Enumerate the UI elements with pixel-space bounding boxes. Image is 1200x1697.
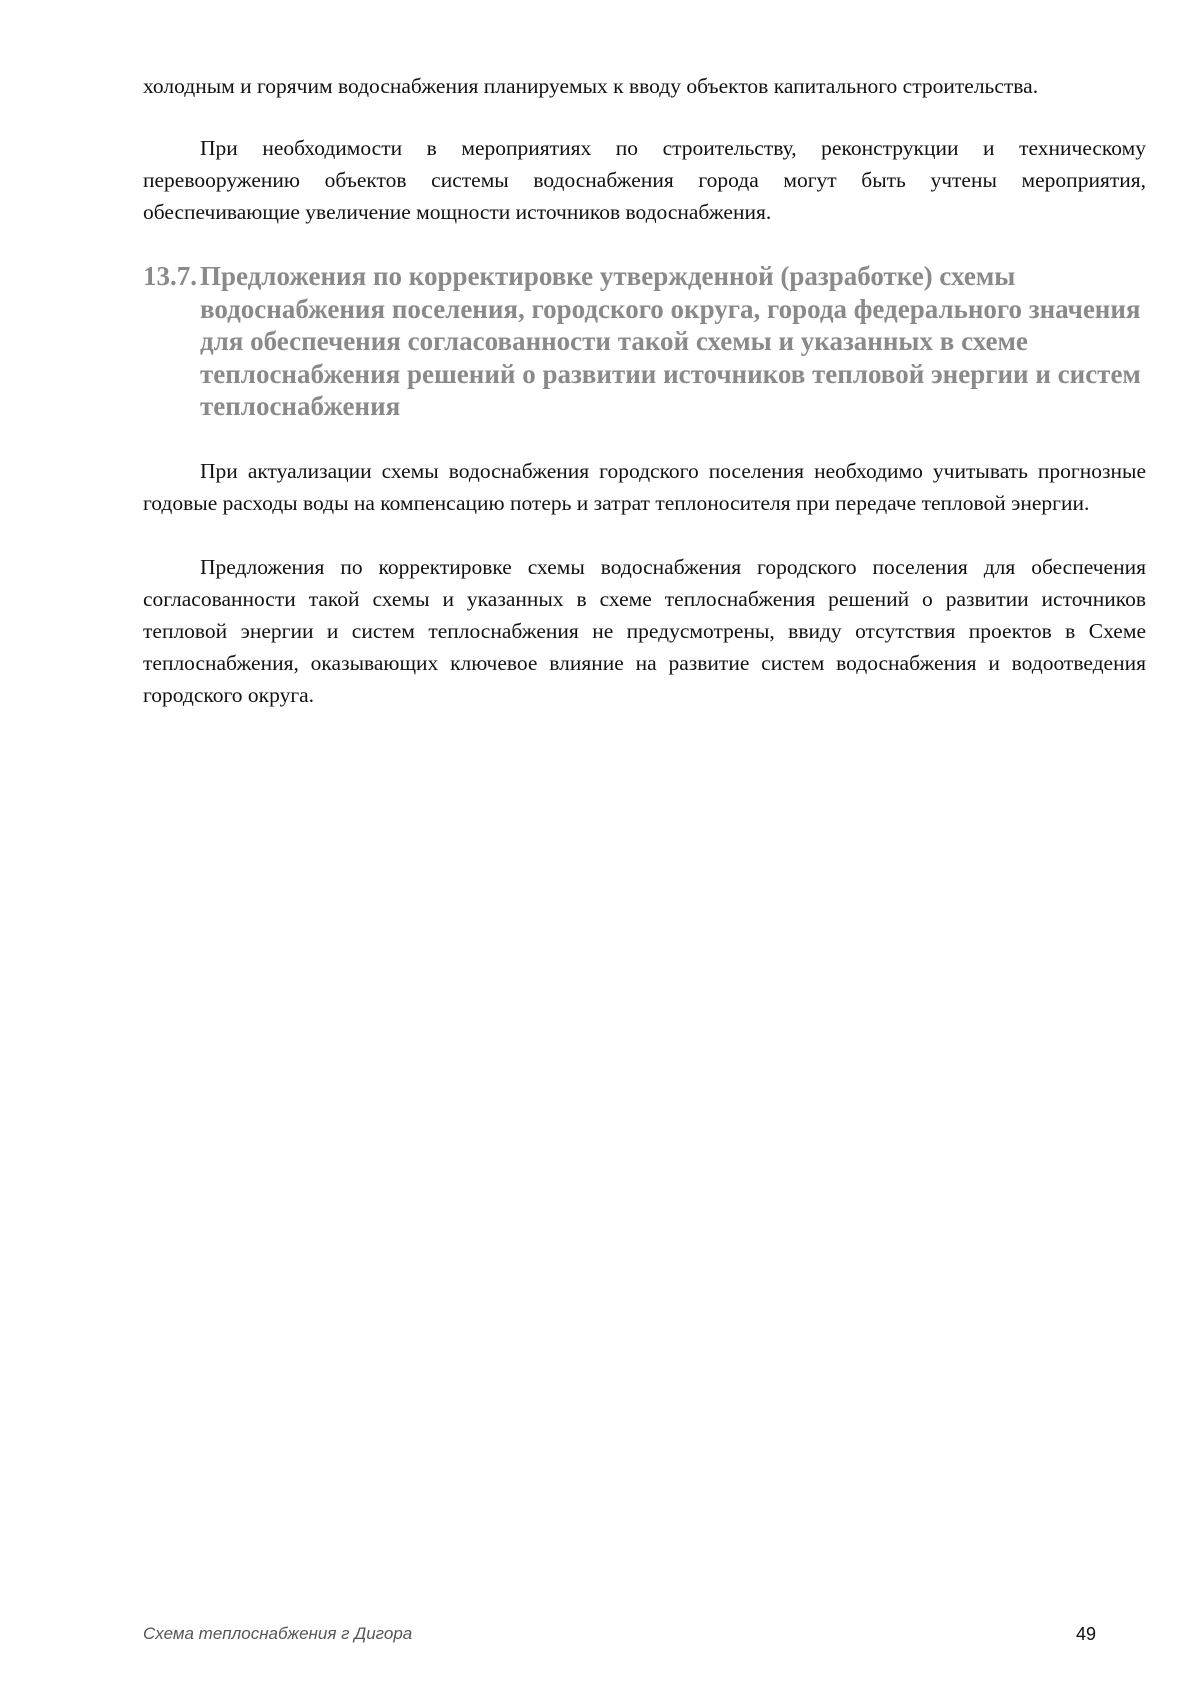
page-content: [143, 70, 1146, 711]
footer-page-number: 49: [1075, 1624, 1096, 1644]
paragraph-continuation: холодным и горячим водоснабжения планируемых к вводу объектов капитального строительства.: [143, 74, 1039, 98]
section-title: Предложения по корректировке утвержденной (разработке) схемы водоснабжения поселения, городского округа, города федерального значения для обеспечения согласованности такой схемы и указанных в схеме теплоснабжения решений о развитии источников тепловой энергии и систем теплоснабжения: [200, 261, 1141, 421]
paragraph-proposals: Предложения по корректировке схемы водоснабжения городского поселения для обеспечения согласованности такой схемы и указанных в схеме теплоснабжения решений о развитии источников тепловой энергии и систем теплоснабжения не предусмотрены, ввиду отсутствия проектов в Схеме теплоснабжения, оказывающих ключевое влияние на развитие систем водоснабжения и водоотведения городского округа.: [143, 554, 1146, 707]
section-number: 13.7.: [143, 261, 197, 291]
page-footer: [143, 1624, 1096, 1648]
footer-document-title: Схема теплоснабжения г Дигора: [143, 1624, 413, 1643]
section-heading: [143, 260, 1146, 423]
paragraph-measures: При необходимости в мероприятиях по строительству, реконструкции и техническому перевооружению объектов системы водоснабжения города могут быть учтены мероприятия, обеспечивающие увеличение мощности источников водоснабжения.: [143, 136, 1146, 224]
paragraph-actualization: При актуализации схемы водоснабжения городского поселения необходимо учитывать прогнозные годовые расходы воды на компенсацию потерь и затрат теплоносителя при передаче тепловой энергии.: [143, 458, 1146, 515]
